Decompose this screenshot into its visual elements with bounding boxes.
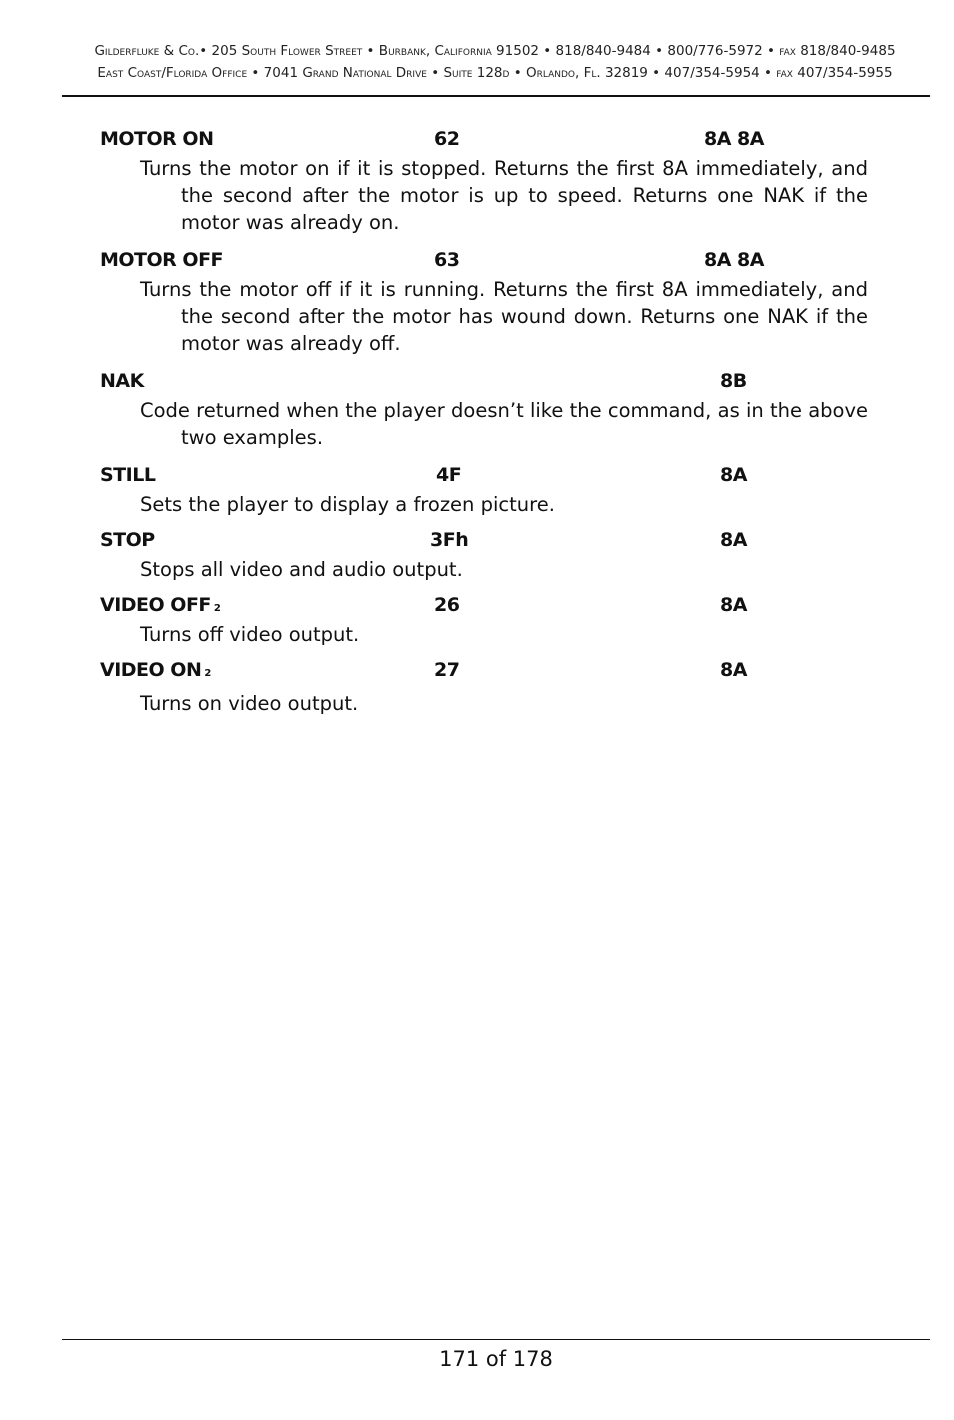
- command-description: Code returned when the player doesn’t like the command, as in the above two examples.: [140, 399, 868, 449]
- command-header: [100, 370, 868, 397]
- page-number: 171 of 178: [439, 1347, 553, 1371]
- command-description: Turns on video output.: [140, 692, 359, 715]
- footnote-marker: 2: [204, 668, 211, 679]
- command-description: Stops all video and audio output.: [140, 558, 463, 581]
- command-reply: 8A: [720, 529, 747, 551]
- command-description: Turns the motor on if it is stopped. Returns the first 8A immediately, and the second after the motor is up to speed. Returns one NAK if the motor was already on.: [140, 157, 868, 234]
- command-name: STOP: [100, 529, 155, 551]
- command-entry: [100, 370, 868, 451]
- letterhead: [62, 40, 928, 84]
- command-reply: 8A: [720, 464, 747, 486]
- command-reply: 8A: [720, 659, 747, 681]
- command-reply: 8B: [720, 370, 747, 392]
- command-entry: [100, 659, 868, 717]
- command-header: [100, 128, 868, 155]
- command-name: STILL: [100, 464, 156, 486]
- command-description: Turns off video output.: [140, 623, 360, 646]
- command-name: VIDEO OFF 2: [100, 594, 221, 616]
- command-name: VIDEO ON 2: [100, 659, 211, 681]
- command-description: Turns the motor off if it is running. Returns the first 8A immediately, and the second after the motor has wound down. Returns one NAK if the motor was already off.: [140, 278, 868, 355]
- letterhead-line-1: Gilderfluke & Co.• 205 South Flower Street • Burbank, California 91502 • 818/840-9484 • 800/776-5972 • fax 818/840-9485: [94, 43, 896, 59]
- command-entry: [100, 249, 868, 357]
- command-entry: [100, 128, 868, 236]
- command-name: MOTOR ON: [100, 128, 214, 150]
- command-code: 63: [434, 249, 460, 271]
- command-header: [100, 594, 868, 621]
- command-header: [100, 529, 868, 556]
- command-header: [100, 249, 868, 276]
- footnote-marker: 2: [213, 603, 221, 614]
- letterhead-line-2: East Coast/Florida Office • 7041 Grand National Drive • Suite 128d • Orlando, Fl. 32819 • 407/354-5954 • fax 407/354-5955: [97, 65, 893, 81]
- command-entry: [100, 464, 868, 518]
- command-entry: [100, 529, 868, 583]
- command-code: 26: [434, 594, 460, 616]
- command-name: MOTOR OFF: [100, 249, 224, 271]
- command-reply: 8A 8A: [704, 249, 764, 271]
- command-header: [100, 659, 868, 690]
- command-code: 4F: [436, 464, 462, 486]
- command-code: 62: [434, 128, 460, 150]
- command-header: [100, 464, 868, 491]
- command-description: Sets the player to display a frozen picture.: [140, 493, 555, 516]
- header-rule: [62, 95, 930, 97]
- command-entry: [100, 594, 868, 648]
- command-reply: 8A: [720, 594, 747, 616]
- command-reply: 8A 8A: [704, 128, 764, 150]
- command-list: [100, 128, 868, 730]
- footer-rule: [62, 1339, 930, 1340]
- command-code: 27: [434, 659, 460, 681]
- command-code: 3Fh: [430, 529, 469, 551]
- command-name: NAK: [100, 370, 144, 392]
